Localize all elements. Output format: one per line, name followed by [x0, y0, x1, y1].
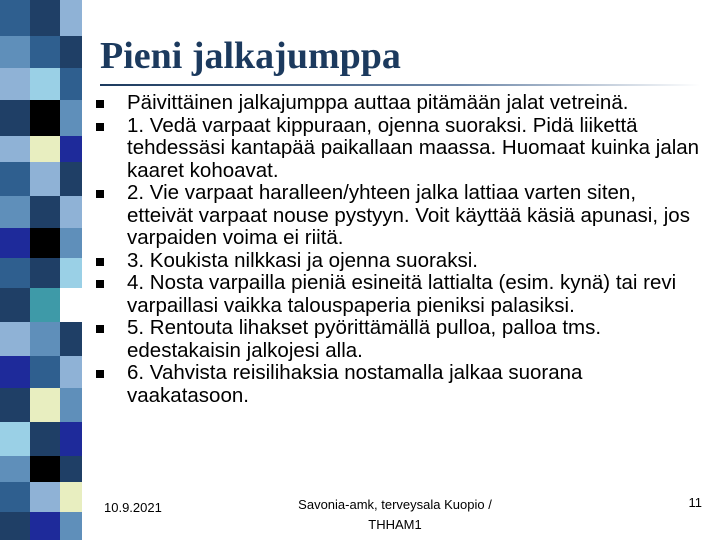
mosaic-tile [30, 388, 60, 422]
mosaic-tile [30, 482, 60, 512]
mosaic-tile [60, 196, 82, 228]
square-bullet-icon [96, 258, 104, 266]
mosaic-tile [0, 68, 30, 100]
bullet-item [96, 182, 706, 250]
mosaic-tile [30, 68, 60, 100]
mosaic-tile [30, 100, 60, 136]
mosaic-tile [60, 322, 82, 356]
mosaic-tile [0, 36, 30, 68]
mosaic-tile [0, 482, 30, 512]
bullet-item [96, 272, 706, 317]
mosaic-tile [60, 512, 82, 540]
square-bullet-icon [96, 190, 104, 198]
mosaic-tile [0, 100, 30, 136]
bullet-item [96, 92, 706, 115]
bullet-text: 4. Nosta varpailla pieniä esineitä lattialta (esim. kynä) tai revi varpaillasi vaikka talouspaperia pieniksi palasiksi. [127, 271, 677, 317]
mosaic-tile [0, 0, 30, 36]
mosaic-tile [60, 258, 82, 288]
mosaic-tile [60, 482, 82, 512]
mosaic-tile [60, 0, 82, 36]
mosaic-tile [60, 68, 82, 100]
bullet-item [96, 115, 706, 183]
mosaic-tile [0, 322, 30, 356]
slide-number: 11 [688, 495, 702, 510]
footer-organization [270, 495, 520, 535]
mosaic-tile [0, 422, 30, 456]
bullet-text: 6. Vahvista reisilihaksia nostamalla jalkaa suorana vaakatasoon. [127, 361, 583, 407]
mosaic-tile [30, 422, 60, 456]
bullet-text: Päivittäinen jalkajumppa auttaa pitämään jalat vetreinä. [127, 91, 629, 114]
footer-date: 10.9.2021 [104, 500, 162, 515]
decorative-color-strip [0, 0, 82, 540]
square-bullet-icon [96, 325, 104, 333]
bullet-text: 2. Vie varpaat haralleen/yhteen jalka lattiaa varten siten, etteivät varpaat nouse pystyyn. Voit käyttää käsiä apunasi, jos varpaiden voima ei riitä. [127, 181, 690, 249]
footer-organization-line1: Savonia-amk, terveysala Kuopio / [298, 497, 492, 512]
mosaic-tile [0, 388, 30, 422]
mosaic-tile [0, 288, 30, 322]
bullet-item [96, 362, 706, 407]
mosaic-tile [60, 136, 82, 162]
slide-title: Pieni jalkajumppa [100, 35, 401, 77]
mosaic-tile [0, 136, 30, 162]
mosaic-tile [60, 288, 82, 322]
mosaic-tile [30, 36, 60, 68]
bullet-text: 5. Rentouta lihakset pyörittämällä pulloa, palloa tms. edestakaisin jalkojesi alla. [127, 316, 602, 362]
mosaic-tile [0, 512, 30, 540]
mosaic-tile [30, 0, 60, 36]
square-bullet-icon [96, 100, 104, 108]
mosaic-tile [60, 388, 82, 422]
mosaic-tile [30, 288, 60, 322]
bullet-list [96, 92, 706, 407]
bullet-item [96, 317, 706, 362]
mosaic-tile [60, 228, 82, 258]
square-bullet-icon [96, 123, 104, 131]
mosaic-tile [60, 356, 82, 388]
mosaic-tile [0, 196, 30, 228]
mosaic-tile [30, 356, 60, 388]
mosaic-tile [30, 322, 60, 356]
mosaic-tile [30, 456, 60, 482]
mosaic-tile [0, 356, 30, 388]
mosaic-tile [0, 456, 30, 482]
mosaic-tile [60, 36, 82, 68]
mosaic-tile [0, 162, 30, 196]
mosaic-tile [60, 422, 82, 456]
mosaic-tile [30, 228, 60, 258]
square-bullet-icon [96, 370, 104, 378]
square-bullet-icon [96, 280, 104, 288]
mosaic-tile [30, 196, 60, 228]
mosaic-tile [30, 512, 60, 540]
bullet-item [96, 250, 706, 273]
mosaic-tile [0, 258, 30, 288]
mosaic-tile [60, 456, 82, 482]
decorative-mosaic [0, 0, 82, 540]
mosaic-tile [0, 228, 30, 258]
footer-organization-line2: THHAM1 [368, 517, 422, 532]
mosaic-tile [60, 100, 82, 136]
mosaic-tile [60, 162, 82, 196]
mosaic-tile [30, 258, 60, 288]
mosaic-tile [30, 162, 60, 196]
mosaic-tile [30, 136, 60, 162]
title-underline [100, 84, 700, 86]
bullet-text: 3. Koukista nilkkasi ja ojenna suoraksi. [127, 248, 478, 272]
bullet-text: 1. Vedä varpaat kippuraan, ojenna suoraksi. Pidä liikettä tehdessäsi kantapää paikallaan maassa. Huomaat kuinka jalan kaaret kohoavat. [127, 113, 700, 182]
